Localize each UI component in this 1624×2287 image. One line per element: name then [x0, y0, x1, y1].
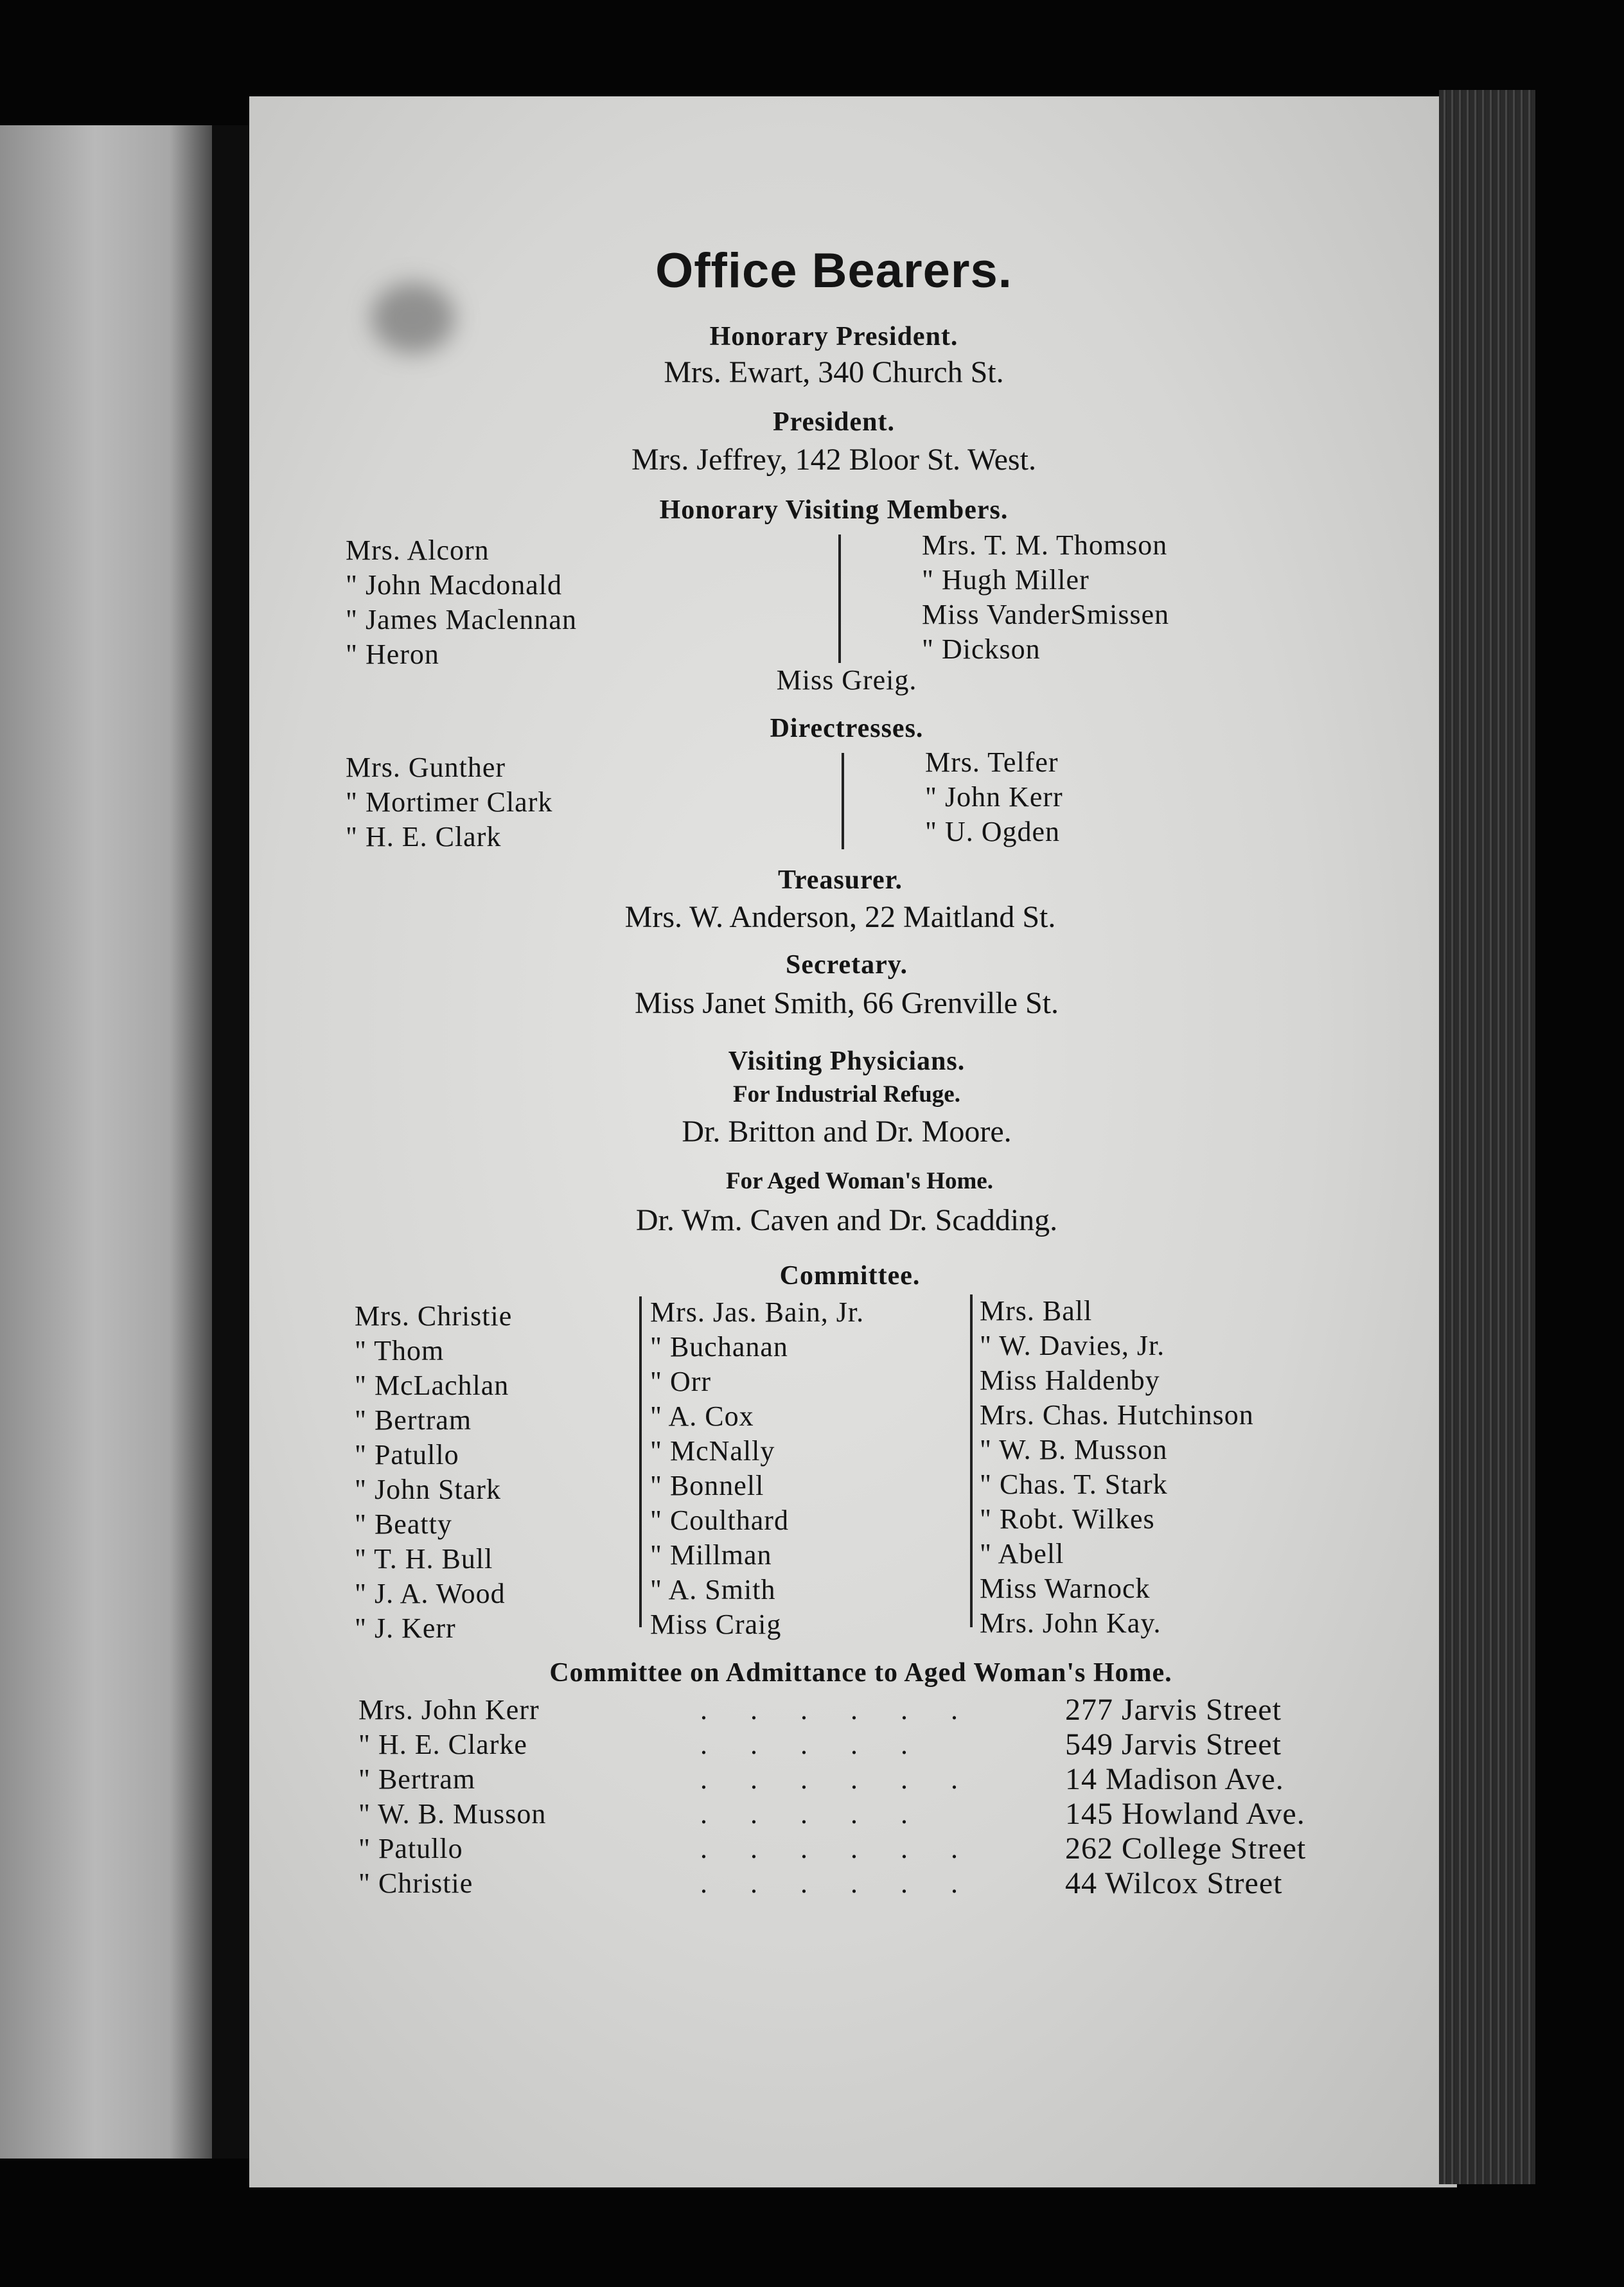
committee-entry: " Beatty — [355, 1508, 452, 1540]
committee-entry: " John Stark — [355, 1474, 501, 1505]
admittance-name: " Christie — [358, 1868, 473, 1899]
committee-entry: " Patullo — [355, 1439, 459, 1470]
admittance-name: " H. E. Clarke — [358, 1729, 527, 1760]
committee-entry: " J. A. Wood — [355, 1578, 506, 1609]
directress-entry: Mrs. Gunther — [346, 752, 506, 783]
admittance-name: " Patullo — [358, 1833, 463, 1864]
admittance-name: " Bertram — [358, 1763, 476, 1795]
honorary-president-heading: Honorary President. — [709, 322, 958, 351]
committee-entry: " McNally — [650, 1435, 775, 1467]
admittance-address: 262 College Street — [1065, 1832, 1307, 1866]
industrial-refuge-physicians: Dr. Britton and Dr. Moore. — [682, 1115, 1012, 1149]
honorary-visiting-left-column — [346, 533, 577, 672]
admittance-address: 549 Jarvis Street — [1065, 1727, 1282, 1762]
column-divider — [838, 534, 841, 663]
directresses-right-column — [925, 745, 1063, 849]
member-entry: " Dickson — [922, 633, 1041, 665]
admittance-name: " W. B. Musson — [358, 1798, 547, 1830]
visiting-physicians-heading: Visiting Physicians. — [728, 1046, 966, 1076]
admittance-address: 14 Madison Ave. — [1065, 1762, 1284, 1796]
member-entry: " Hugh Miller — [922, 564, 1090, 596]
committee-entry: " McLachlan — [355, 1370, 509, 1401]
directress-entry: " H. E. Clark — [346, 821, 502, 852]
committee-entry: " Bertram — [355, 1404, 472, 1436]
secretary-line: Miss Janet Smith, 66 Grenville St. — [635, 986, 1059, 1020]
committee-entry: Mrs. Ball — [980, 1295, 1093, 1327]
committee-entry: " Chas. T. Stark — [980, 1469, 1168, 1500]
admittance-names — [358, 1693, 546, 1901]
column-divider — [970, 1294, 973, 1627]
honorary-visiting-heading: Honorary Visiting Members. — [659, 495, 1009, 525]
secretary-heading: Secretary. — [786, 950, 908, 980]
honorary-visiting-right-column — [922, 528, 1169, 667]
committee-entry: Miss Craig — [650, 1609, 782, 1640]
directress-entry: " John Kerr — [925, 781, 1063, 813]
column-divider — [842, 753, 844, 849]
committee-entry: " W. B. Musson — [980, 1434, 1168, 1465]
facing-left-page — [0, 125, 212, 2159]
committee-heading: Committee. — [779, 1261, 921, 1291]
directresses-left-column — [346, 750, 552, 854]
committee-entry: Miss Warnock — [980, 1573, 1151, 1604]
committee-entry: " Abell — [980, 1538, 1064, 1569]
admittance-committee-heading: Committee on Admittance to Aged Woman's Home. — [549, 1658, 1172, 1688]
committee-entry: Mrs. Chas. Hutchinson — [980, 1399, 1254, 1431]
aged-home-subheading: For Aged Woman's Home. — [726, 1168, 993, 1194]
committee-entry: Mrs. John Kay. — [980, 1607, 1161, 1639]
president-line: Mrs. Jeffrey, 142 Bloor St. West. — [631, 443, 1036, 477]
member-entry: " John Macdonald — [346, 569, 563, 601]
directress-entry: " U. Ogden — [925, 816, 1061, 847]
committee-entry: " A. Smith — [650, 1574, 776, 1605]
admittance-address: 277 Jarvis Street — [1065, 1693, 1282, 1727]
ink-smudge — [371, 283, 455, 353]
committee-entry: " Orr — [650, 1366, 712, 1397]
committee-column-2 — [650, 1295, 864, 1642]
committee-entry: " Buchanan — [650, 1331, 788, 1363]
directress-entry: Mrs. Telfer — [925, 746, 1059, 778]
admittance-name: Mrs. John Kerr — [358, 1694, 540, 1726]
admittance-address: 44 Wilcox Street — [1065, 1866, 1283, 1900]
committee-column-1 — [355, 1299, 512, 1646]
committee-entry: " A. Cox — [650, 1400, 754, 1432]
member-entry: Mrs. T. M. Thomson — [922, 529, 1168, 561]
book-gutter — [212, 125, 249, 2159]
committee-entry: " Thom — [355, 1335, 445, 1366]
committee-entry: Mrs. Jas. Bain, Jr. — [650, 1296, 865, 1328]
admittance-addresses — [1065, 1693, 1306, 1901]
committee-entry: Miss Haldenby — [980, 1364, 1160, 1396]
directresses-heading: Directresses. — [770, 714, 924, 743]
committee-entry: Mrs. Christie — [355, 1300, 513, 1332]
aged-home-physicians: Dr. Wm. Caven and Dr. Scadding. — [635, 1203, 1058, 1237]
member-entry: " Heron — [346, 639, 439, 670]
treasurer-line: Mrs. W. Anderson, 22 Maitland St. — [624, 900, 1056, 934]
committee-column-3 — [980, 1294, 1254, 1641]
president-heading: President. — [772, 407, 896, 437]
member-entry: " James Maclennan — [346, 604, 577, 635]
committee-entry: " T. H. Bull — [355, 1543, 493, 1575]
member-entry: Mrs. Alcorn — [346, 534, 490, 566]
committee-entry: " Millman — [650, 1539, 772, 1571]
committee-entry: " J. Kerr — [355, 1612, 456, 1644]
committee-entry: " Robt. Wilkes — [980, 1503, 1155, 1535]
committee-entry: " W. Davies, Jr. — [980, 1330, 1165, 1361]
leader-dots: . . . . . . . . . . . . . . . . . . . . . . . . . . . . . . . . . . — [700, 1694, 976, 1899]
page-title: Office Bearers. — [655, 243, 1012, 298]
treasurer-heading: Treasurer. — [778, 865, 903, 895]
committee-entry: " Coulthard — [650, 1505, 789, 1536]
column-divider — [639, 1296, 642, 1627]
admittance-address: 145 Howland Ave. — [1065, 1797, 1305, 1831]
member-entry: Miss VanderSmissen — [922, 599, 1170, 630]
honorary-visiting-footer: Miss Greig. — [776, 664, 917, 696]
directress-entry: " Mortimer Clark — [346, 786, 553, 818]
page-edges — [1439, 90, 1535, 2184]
honorary-president-line: Mrs. Ewart, 340 Church St. — [664, 355, 1004, 389]
committee-entry: " Bonnell — [650, 1470, 764, 1501]
industrial-refuge-subheading: For Industrial Refuge. — [733, 1081, 960, 1108]
